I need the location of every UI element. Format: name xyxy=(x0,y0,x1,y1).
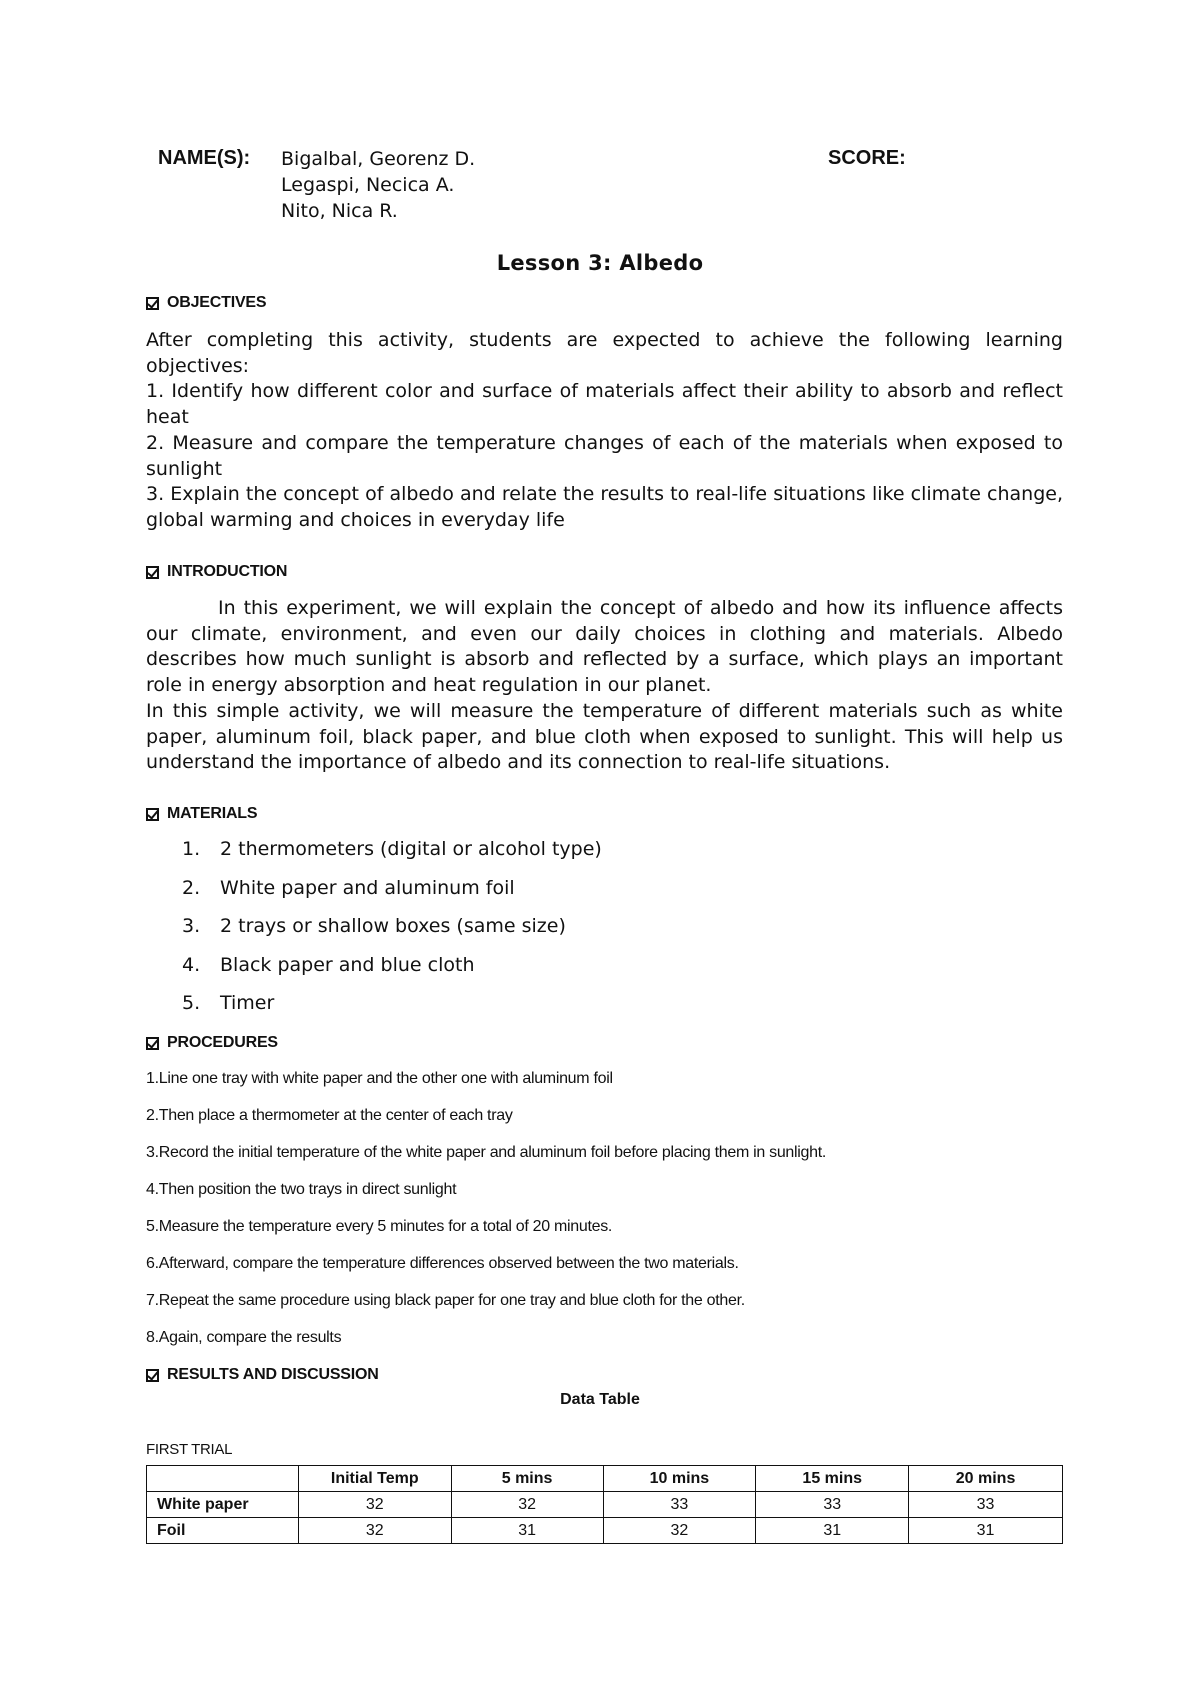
table-cell: 31 xyxy=(451,1518,603,1544)
student-name: Legaspi, Necica A. xyxy=(281,174,455,196)
list-item-text: 2 thermometers (digital or alcohol type) xyxy=(220,838,602,860)
checkbox-icon xyxy=(146,1037,159,1050)
table-cell: 31 xyxy=(756,1518,909,1544)
table-cell: 32 xyxy=(298,1492,451,1518)
score-label: SCORE: xyxy=(828,147,906,169)
table-cell: 33 xyxy=(603,1492,756,1518)
list-item xyxy=(182,992,602,1031)
materials-list xyxy=(182,838,602,1031)
list-item-number: 5. xyxy=(182,992,201,1014)
list-item xyxy=(182,915,602,954)
procedure-step: 6.Afterward, compare the temperature differences observed between the two materials. xyxy=(146,1255,739,1272)
procedure-step: 8.Again, compare the results xyxy=(146,1329,342,1346)
objective-item: 2. Measure and compare the temperature changes of each of the materials when exposed to sunlight xyxy=(146,431,1063,480)
column-header: 5 mins xyxy=(451,1466,603,1492)
table-header-row xyxy=(147,1466,1063,1492)
row-label: Foil xyxy=(147,1518,299,1544)
list-item-text: Black paper and blue cloth xyxy=(220,953,475,976)
list-item-text: Timer xyxy=(220,992,275,1014)
column-header: Initial Temp xyxy=(298,1466,451,1492)
table-cell: 33 xyxy=(909,1492,1063,1518)
list-item xyxy=(182,838,602,877)
list-item-number: 1. xyxy=(182,838,201,860)
list-item-number: 4. xyxy=(182,953,201,976)
objectives-heading xyxy=(146,294,266,312)
list-item-text: 2 trays or shallow boxes (same size) xyxy=(220,915,566,937)
introduction-heading xyxy=(146,563,287,581)
list-item xyxy=(182,954,602,993)
introduction-text xyxy=(146,596,1063,776)
objectives-text xyxy=(146,328,1063,534)
introduction-paragraph: In this simple activity, we will measure the temperature of different materials such as white paper, aluminum foil, black paper, and blue cloth when exposed to sunlight. This will help us understand the importance of albedo and its connection to real-life situations. xyxy=(146,699,1063,774)
trial-label: FIRST TRIAL xyxy=(146,1441,233,1458)
procedure-step: 1.Line one tray with white paper and the other one with aluminum foil xyxy=(146,1070,613,1087)
materials-heading-label: MATERIALS xyxy=(167,805,258,822)
procedure-step: 3.Record the initial temperature of the white paper and aluminum foil before placing them in sunlight. xyxy=(146,1144,827,1161)
table-cell: 32 xyxy=(298,1518,451,1544)
page-title: Lesson 3: Albedo xyxy=(496,251,704,275)
results-heading xyxy=(146,1366,379,1384)
checkbox-icon xyxy=(146,1369,159,1382)
table-row xyxy=(147,1518,1063,1544)
checkbox-icon xyxy=(146,297,159,310)
list-item-number: 2. xyxy=(182,876,201,899)
procedures-list xyxy=(146,1070,826,1366)
objectives-intro: After completing this activity, students are expected to achieve the following learning objectives: xyxy=(146,329,1063,377)
column-header: 10 mins xyxy=(603,1466,756,1492)
materials-heading xyxy=(146,805,257,823)
list-item xyxy=(182,877,602,916)
table-cell: 31 xyxy=(909,1518,1063,1544)
objective-item: 3. Explain the concept of albedo and relate the results to real-life situations like climate change, global warming and choices in everyday life xyxy=(146,483,1063,531)
results-heading-label: RESULTS AND DISCUSSION xyxy=(167,1366,379,1383)
procedure-step: 4.Then position the two trays in direct sunlight xyxy=(146,1181,457,1198)
procedure-step: 7.Repeat the same procedure using black paper for one tray and blue cloth for the other. xyxy=(146,1292,745,1309)
procedures-heading-label: PROCEDURES xyxy=(167,1034,278,1051)
student-name: Bigalbal, Georenz D. xyxy=(281,148,476,170)
table-cell: 32 xyxy=(451,1492,603,1518)
names-label: NAME(S): xyxy=(158,147,251,169)
column-header: 20 mins xyxy=(909,1466,1063,1492)
procedure-step: 2.Then place a thermometer at the center of each tray xyxy=(146,1107,513,1124)
column-header: 15 mins xyxy=(756,1466,909,1492)
list-item-number: 3. xyxy=(182,915,201,937)
objectives-heading-label: OBJECTIVES xyxy=(167,294,267,311)
list-item-text: White paper and aluminum foil xyxy=(220,876,515,899)
objective-item: 1. Identify how different color and surface of materials affect their ability to absorb and reflect heat xyxy=(146,380,1063,429)
procedures-heading xyxy=(146,1034,278,1052)
introduction-heading-label: INTRODUCTION xyxy=(167,563,288,580)
student-names xyxy=(281,146,475,224)
column-header xyxy=(147,1466,299,1492)
table-cell: 32 xyxy=(603,1518,756,1544)
data-table xyxy=(146,1465,1063,1544)
table-cell: 33 xyxy=(756,1492,909,1518)
row-label: White paper xyxy=(147,1492,299,1518)
student-name: Nito, Nica R. xyxy=(281,200,398,222)
checkbox-icon xyxy=(146,566,159,579)
procedure-step: 5.Measure the temperature every 5 minutes for a total of 20 minutes. xyxy=(146,1218,613,1235)
checkbox-icon xyxy=(146,808,159,821)
data-table-title: Data Table xyxy=(560,1391,640,1408)
table-row xyxy=(147,1492,1063,1518)
introduction-paragraph: In this experiment, we will explain the concept of albedo and how its influence affects our climate, environment, and even our daily choices in clothing and materials. Albedo describes how much sunlight is absorb and reflected by a surface, which plays an important role in energy absorption and heat regulation in our planet. xyxy=(146,597,1063,697)
